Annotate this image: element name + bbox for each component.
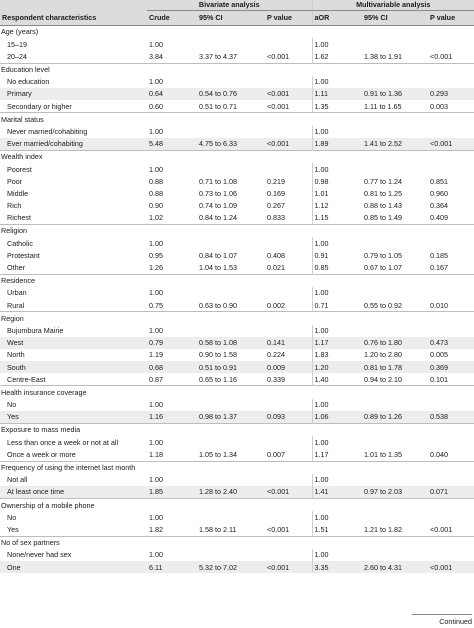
p-multivariable-value bbox=[428, 38, 474, 50]
row-label: Richest bbox=[7, 213, 31, 223]
ci-bivariate-value: 1.58 to 2.11 bbox=[197, 524, 265, 537]
table-row bbox=[0, 262, 474, 275]
crude-value: 1.00 bbox=[149, 164, 163, 174]
row-label: None/never had sex bbox=[0, 549, 147, 561]
section-label: No of sex partners bbox=[0, 536, 474, 549]
crude-value: 0.75 bbox=[147, 299, 197, 312]
p-multivariable-value: <0.001 bbox=[428, 138, 474, 151]
p-bivariate-value bbox=[265, 436, 312, 448]
p-multivariable-value: 0.005 bbox=[428, 349, 474, 361]
p-multivariable-value bbox=[428, 436, 474, 448]
p-multivariable-value: 0.040 bbox=[428, 448, 474, 461]
table-row bbox=[0, 399, 474, 411]
row-label: South bbox=[0, 361, 147, 373]
section-label: Frequency of using the internet last month bbox=[0, 461, 474, 474]
p-bivariate-value: 0.408 bbox=[265, 249, 312, 261]
aor-value: 1.00 bbox=[314, 39, 329, 49]
aor-value: 1.20 bbox=[312, 361, 362, 373]
aor-value: 1.89 bbox=[312, 138, 362, 151]
section-label: Residence bbox=[0, 274, 474, 287]
ci-bivariate-value bbox=[197, 399, 265, 411]
table-row bbox=[0, 549, 474, 561]
header-aor: aOR bbox=[312, 11, 362, 26]
ci-multivariable-value: 0.94 to 2.10 bbox=[362, 373, 428, 386]
section-row bbox=[0, 150, 474, 163]
ci-multivariable-value: 0.91 to 1.36 bbox=[362, 88, 428, 100]
p-multivariable-value: 0.473 bbox=[428, 337, 474, 349]
ci-bivariate-value: 0.63 to 0.90 bbox=[197, 299, 265, 312]
ci-multivariable-value bbox=[362, 325, 428, 337]
table-row bbox=[0, 175, 474, 187]
crude-value: 0.68 bbox=[147, 361, 197, 373]
ci-multivariable-value: 2.60 to 4.31 bbox=[362, 561, 428, 573]
row-label: Bujumbura Mairie bbox=[0, 325, 147, 337]
aor-value: 3.35 bbox=[312, 561, 362, 573]
ci-bivariate-value bbox=[197, 76, 265, 88]
table-row bbox=[0, 163, 474, 175]
table-row bbox=[0, 88, 474, 100]
p-bivariate-value: <0.001 bbox=[265, 561, 312, 573]
row-label: No education bbox=[0, 76, 147, 88]
header-crude: Crude bbox=[147, 11, 197, 26]
section-row bbox=[0, 461, 474, 474]
header-characteristics: Respondent characteristics bbox=[0, 11, 147, 26]
crude-value: 1.00 bbox=[149, 238, 163, 248]
row-label: Protestant bbox=[0, 249, 147, 261]
ci-bivariate-value: 0.84 to 1.24 bbox=[199, 213, 237, 223]
ci-bivariate-value bbox=[197, 511, 265, 523]
p-multivariable-value: 0.167 bbox=[430, 263, 449, 273]
p-multivariable-value bbox=[428, 287, 474, 299]
table-row bbox=[0, 436, 474, 448]
p-multivariable-value bbox=[428, 474, 474, 486]
p-multivariable-value: 0.364 bbox=[428, 200, 474, 212]
section-label: Education level bbox=[0, 63, 474, 76]
p-multivariable-value bbox=[428, 325, 474, 337]
p-bivariate-value bbox=[265, 511, 312, 523]
table-row bbox=[0, 474, 474, 486]
table-row bbox=[0, 200, 474, 212]
section-label: Wealth index bbox=[0, 150, 474, 163]
ci-multivariable-value: 1.41 to 2.52 bbox=[362, 138, 428, 151]
table-header bbox=[0, 0, 474, 26]
table-row bbox=[0, 138, 474, 151]
ci-bivariate-value: 0.65 to 1.16 bbox=[197, 373, 265, 386]
row-label: Yes bbox=[0, 411, 147, 424]
ci-bivariate-value: 0.71 to 1.08 bbox=[197, 175, 265, 187]
row-label: Primary bbox=[0, 88, 147, 100]
section-label: Marital status bbox=[0, 113, 474, 126]
aor-value: 1.00 bbox=[314, 512, 329, 522]
ci-multivariable-value: 0.79 to 1.05 bbox=[362, 249, 428, 261]
ci-multivariable-value: 1.21 to 1.82 bbox=[362, 524, 428, 537]
table-row bbox=[0, 524, 474, 537]
p-bivariate-value bbox=[265, 399, 312, 411]
ci-bivariate-value bbox=[197, 325, 265, 337]
table-row bbox=[0, 187, 474, 199]
aor-value: 0.98 bbox=[312, 175, 362, 187]
aor-value: 1.00 bbox=[312, 399, 362, 411]
ci-multivariable-value: 0.89 to 1.26 bbox=[362, 411, 428, 424]
row-label: West bbox=[0, 337, 147, 349]
ci-bivariate-value: 0.98 to 1.37 bbox=[197, 411, 265, 424]
aor-value: 1.06 bbox=[312, 411, 362, 424]
ci-multivariable-value bbox=[362, 549, 428, 561]
p-multivariable-value: <0.001 bbox=[428, 561, 474, 573]
section-row bbox=[0, 536, 474, 549]
ci-bivariate-value: 0.74 to 1.09 bbox=[197, 200, 265, 212]
ci-multivariable-value: 0.76 to 1.80 bbox=[362, 337, 428, 349]
p-bivariate-value: <0.001 bbox=[265, 138, 312, 151]
crude-value: 0.95 bbox=[147, 249, 197, 261]
table-row bbox=[0, 126, 474, 138]
row-label: Once a week or more bbox=[0, 448, 147, 461]
p-bivariate-value: 0.224 bbox=[265, 349, 312, 361]
p-bivariate-value bbox=[265, 237, 312, 249]
ci-bivariate-value: 0.90 to 1.58 bbox=[197, 349, 265, 361]
section-row bbox=[0, 26, 474, 39]
section-row bbox=[0, 113, 474, 126]
p-multivariable-value: 0.960 bbox=[430, 188, 449, 198]
p-bivariate-value: <0.001 bbox=[265, 524, 312, 537]
table-row bbox=[0, 511, 474, 523]
ci-multivariable-value: 0.55 to 0.92 bbox=[362, 299, 428, 312]
row-label: Ever married/cohabiting bbox=[0, 138, 147, 151]
p-multivariable-value: 0.010 bbox=[428, 299, 474, 312]
p-bivariate-value: 0.093 bbox=[265, 411, 312, 424]
p-bivariate-value: <0.001 bbox=[265, 50, 312, 63]
aor-value: 1.00 bbox=[314, 164, 329, 174]
ci-multivariable-value bbox=[362, 38, 428, 50]
ci-bivariate-value: 0.51 to 0.71 bbox=[197, 100, 265, 113]
table-row bbox=[0, 361, 474, 373]
ci-multivariable-value: 1.38 to 1.91 bbox=[362, 50, 428, 63]
ci-multivariable-value bbox=[362, 511, 428, 523]
row-label: Middle bbox=[7, 188, 29, 198]
aor-value: 1.00 bbox=[312, 549, 362, 561]
aor-value: 0.91 bbox=[312, 249, 362, 261]
table-row bbox=[0, 373, 474, 386]
section-row bbox=[0, 312, 474, 325]
section-row bbox=[0, 499, 474, 512]
row-label: Catholic bbox=[7, 238, 33, 248]
aor-value: 1.12 bbox=[312, 200, 362, 212]
p-bivariate-value: 0.833 bbox=[265, 212, 312, 225]
ci-bivariate-value: 1.04 to 1.53 bbox=[199, 263, 237, 273]
crude-value: 5.48 bbox=[147, 138, 197, 151]
p-multivariable-value: 0.293 bbox=[428, 88, 474, 100]
ci-multivariable-value bbox=[362, 163, 428, 175]
table-row bbox=[0, 561, 474, 573]
ci-multivariable-value: 1.20 to 2.80 bbox=[362, 349, 428, 361]
row-label: Rich bbox=[0, 200, 147, 212]
ci-bivariate-value: 1.05 to 1.34 bbox=[197, 448, 265, 461]
p-multivariable-value: 0.185 bbox=[428, 249, 474, 261]
p-multivariable-value: 0.851 bbox=[428, 175, 474, 187]
ci-multivariable-value: 0.77 to 1.24 bbox=[362, 175, 428, 187]
ci-bivariate-value bbox=[197, 126, 265, 138]
crude-value: 1.00 bbox=[147, 474, 197, 486]
crude-value: 1.19 bbox=[147, 349, 197, 361]
crude-value: 1.00 bbox=[147, 549, 197, 561]
table-row bbox=[0, 249, 474, 261]
p-bivariate-value: 0.267 bbox=[265, 200, 312, 212]
crude-value: 3.84 bbox=[147, 50, 197, 63]
ci-multivariable-value: 1.01 to 1.35 bbox=[362, 448, 428, 461]
header-p-multivariable: P value bbox=[428, 11, 474, 26]
table-row bbox=[0, 411, 474, 424]
p-bivariate-value: 0.169 bbox=[265, 187, 312, 199]
p-bivariate-value: 0.002 bbox=[265, 299, 312, 312]
crude-value: 1.85 bbox=[147, 486, 197, 499]
section-label: Ownership of a mobile phone bbox=[0, 499, 474, 512]
aor-value: 1.00 bbox=[314, 288, 329, 298]
row-label: Poor bbox=[0, 175, 147, 187]
p-bivariate-value: <0.001 bbox=[265, 486, 312, 499]
crude-value: 0.64 bbox=[147, 88, 197, 100]
p-multivariable-value: 0.071 bbox=[428, 486, 474, 499]
p-multivariable-value bbox=[428, 126, 474, 138]
crude-value: 1.18 bbox=[147, 448, 197, 461]
row-label: Secondary or higher bbox=[0, 100, 147, 113]
row-label: Poorest bbox=[7, 164, 32, 174]
crude-value: 1.00 bbox=[149, 437, 163, 447]
crude-value: 0.87 bbox=[147, 373, 197, 386]
aor-value: 1.11 bbox=[312, 88, 362, 100]
ci-multivariable-value bbox=[362, 287, 428, 299]
row-label: North bbox=[0, 349, 147, 361]
aor-value: 1.00 bbox=[312, 126, 362, 138]
aor-value: 1.15 bbox=[314, 213, 329, 223]
p-multivariable-value: 0.101 bbox=[428, 373, 474, 386]
ci-multivariable-value: 0.97 to 2.03 bbox=[362, 486, 428, 499]
p-bivariate-value: <0.001 bbox=[265, 100, 312, 113]
p-bivariate-value: 0.339 bbox=[265, 373, 312, 386]
ci-bivariate-value: 5.32 to 7.02 bbox=[197, 561, 265, 573]
ci-multivariable-value bbox=[362, 436, 428, 448]
table-row bbox=[0, 76, 474, 88]
p-multivariable-value bbox=[428, 163, 474, 175]
crude-value: 1.00 bbox=[149, 39, 163, 49]
crude-value: 1.00 bbox=[147, 399, 197, 411]
table-row bbox=[0, 349, 474, 361]
aor-value: 1.35 bbox=[312, 100, 362, 113]
header-blank bbox=[0, 0, 147, 11]
ci-multivariable-value: 0.88 to 1.43 bbox=[362, 200, 428, 212]
crude-value: 1.82 bbox=[147, 524, 197, 537]
continued-note: Continued bbox=[412, 614, 472, 626]
p-multivariable-value: 0.003 bbox=[428, 100, 474, 113]
section-label: Region bbox=[0, 312, 474, 325]
row-label: 15–19 bbox=[7, 39, 27, 49]
ci-bivariate-value: 1.28 to 2.40 bbox=[197, 486, 265, 499]
ci-bivariate-value: 0.51 to 0.91 bbox=[197, 361, 265, 373]
ci-bivariate-value: 0.54 to 0.76 bbox=[197, 88, 265, 100]
row-label: Rural bbox=[0, 299, 147, 312]
p-multivariable-value: 0.369 bbox=[428, 361, 474, 373]
ci-multivariable-value: 0.85 to 1.49 bbox=[364, 213, 402, 223]
crude-value: 1.00 bbox=[149, 512, 163, 522]
table-row bbox=[0, 448, 474, 461]
row-label: Not all bbox=[0, 474, 147, 486]
table-row bbox=[0, 100, 474, 113]
p-bivariate-value bbox=[265, 76, 312, 88]
p-bivariate-value bbox=[265, 163, 312, 175]
p-multivariable-value bbox=[428, 549, 474, 561]
ci-multivariable-value bbox=[362, 126, 428, 138]
row-label: 20–24 bbox=[0, 50, 147, 63]
table-row bbox=[0, 287, 474, 299]
row-label: Urban bbox=[7, 288, 27, 298]
p-multivariable-value bbox=[428, 511, 474, 523]
row-label: Never married/cohabiting bbox=[0, 126, 147, 138]
section-row bbox=[0, 386, 474, 399]
header-group-bivariate: Bivariate analysis bbox=[147, 0, 312, 11]
ci-bivariate-value: 0.73 to 1.06 bbox=[199, 188, 237, 198]
p-bivariate-value: 0.141 bbox=[265, 337, 312, 349]
p-bivariate-value: 0.009 bbox=[265, 361, 312, 373]
crude-value: 0.88 bbox=[147, 175, 197, 187]
crude-value: 0.60 bbox=[147, 100, 197, 113]
ci-multivariable-value bbox=[362, 237, 428, 249]
ci-bivariate-value bbox=[197, 38, 265, 50]
aor-value: 1.51 bbox=[312, 524, 362, 537]
crude-value: 1.00 bbox=[147, 126, 197, 138]
header-ci-multivariable: 95% CI bbox=[362, 11, 428, 26]
p-bivariate-value bbox=[265, 325, 312, 337]
row-label: One bbox=[0, 561, 147, 573]
section-row bbox=[0, 225, 474, 238]
table-row bbox=[0, 299, 474, 312]
ci-bivariate-value bbox=[197, 237, 265, 249]
ci-bivariate-value: 3.37 to 4.37 bbox=[197, 50, 265, 63]
crude-value: 1.16 bbox=[147, 411, 197, 424]
section-row bbox=[0, 424, 474, 437]
crude-value: 1.00 bbox=[147, 76, 197, 88]
ci-multivariable-value: 0.81 to 1.78 bbox=[362, 361, 428, 373]
row-label: At least once time bbox=[0, 486, 147, 499]
p-multivariable-value: 0.409 bbox=[430, 213, 449, 223]
p-bivariate-value bbox=[265, 474, 312, 486]
ci-bivariate-value bbox=[197, 436, 265, 448]
aor-value: 1.62 bbox=[312, 50, 362, 63]
ci-bivariate-value: 0.58 to 1.08 bbox=[197, 337, 265, 349]
aor-value: 0.71 bbox=[312, 299, 362, 312]
p-multivariable-value: <0.001 bbox=[428, 50, 474, 63]
p-bivariate-value bbox=[265, 287, 312, 299]
p-multivariable-value bbox=[428, 399, 474, 411]
p-bivariate-value bbox=[265, 549, 312, 561]
header-group-multivariable: Multivariable analysis bbox=[312, 0, 474, 11]
p-bivariate-value bbox=[265, 38, 312, 50]
row-label: Less than once a week or not at all bbox=[7, 437, 119, 447]
section-label: Religion bbox=[0, 225, 474, 238]
aor-value: 1.41 bbox=[312, 486, 362, 499]
p-bivariate-value: 0.021 bbox=[265, 262, 312, 275]
section-row bbox=[0, 274, 474, 287]
row-label: No bbox=[7, 512, 17, 522]
ci-multivariable-value: 1.11 to 1.65 bbox=[362, 100, 428, 113]
crude-value: 1.26 bbox=[149, 263, 163, 273]
p-bivariate-value: 0.007 bbox=[265, 448, 312, 461]
header-p-bivariate: P value bbox=[265, 11, 312, 26]
p-multivariable-value bbox=[428, 76, 474, 88]
row-label: Other bbox=[7, 263, 25, 273]
section-label: Age (years) bbox=[0, 26, 474, 39]
row-label: Centre-East bbox=[0, 373, 147, 386]
aor-value: 1.00 bbox=[314, 238, 329, 248]
ci-multivariable-value: 0.81 to 1.25 bbox=[364, 188, 402, 198]
section-label: Exposure to mass media bbox=[0, 424, 474, 437]
crude-value: 1.00 bbox=[147, 325, 197, 337]
table-row bbox=[0, 486, 474, 499]
ci-bivariate-value: 4.75 to 6.33 bbox=[197, 138, 265, 151]
section-label: Health insurance coverage bbox=[0, 386, 474, 399]
aor-value: 1.00 bbox=[312, 325, 362, 337]
p-bivariate-value: <0.001 bbox=[265, 88, 312, 100]
aor-value: 1.83 bbox=[312, 349, 362, 361]
aor-value: 0.85 bbox=[314, 263, 329, 273]
ci-multivariable-value: 0.67 to 1.07 bbox=[364, 263, 402, 273]
aor-value: 1.01 bbox=[314, 188, 329, 198]
p-multivariable-value: <0.001 bbox=[428, 524, 474, 537]
row-label: Yes bbox=[0, 524, 147, 537]
ci-bivariate-value: 0.84 to 1.07 bbox=[197, 249, 265, 261]
ci-multivariable-value bbox=[362, 474, 428, 486]
ci-multivariable-value bbox=[362, 76, 428, 88]
ci-multivariable-value bbox=[362, 399, 428, 411]
table-body bbox=[0, 26, 474, 574]
header-ci-bivariate: 95% CI bbox=[197, 11, 265, 26]
crude-value: 6.11 bbox=[147, 561, 197, 573]
aor-value: 1.17 bbox=[312, 337, 362, 349]
crude-value: 0.90 bbox=[147, 200, 197, 212]
aor-value: 1.40 bbox=[312, 373, 362, 386]
table-row bbox=[0, 38, 474, 50]
ci-bivariate-value bbox=[197, 549, 265, 561]
table-row bbox=[0, 337, 474, 349]
table-row bbox=[0, 50, 474, 63]
table-row bbox=[0, 212, 474, 225]
aor-value: 1.17 bbox=[312, 448, 362, 461]
aor-value: 1.00 bbox=[314, 437, 329, 447]
row-label: No bbox=[0, 399, 147, 411]
aor-value: 1.00 bbox=[312, 76, 362, 88]
crude-value: 0.79 bbox=[147, 337, 197, 349]
section-row bbox=[0, 63, 474, 76]
p-multivariable-value: 0.538 bbox=[428, 411, 474, 424]
ci-bivariate-value bbox=[197, 163, 265, 175]
crude-value: 1.02 bbox=[149, 213, 163, 223]
table-row bbox=[0, 325, 474, 337]
table-row bbox=[0, 237, 474, 249]
ci-bivariate-value bbox=[197, 287, 265, 299]
ci-bivariate-value bbox=[197, 474, 265, 486]
p-bivariate-value: 0.219 bbox=[265, 175, 312, 187]
crude-value: 0.88 bbox=[149, 188, 163, 198]
crude-value: 1.00 bbox=[149, 288, 163, 298]
p-multivariable-value bbox=[428, 237, 474, 249]
p-bivariate-value bbox=[265, 126, 312, 138]
aor-value: 1.00 bbox=[312, 474, 362, 486]
